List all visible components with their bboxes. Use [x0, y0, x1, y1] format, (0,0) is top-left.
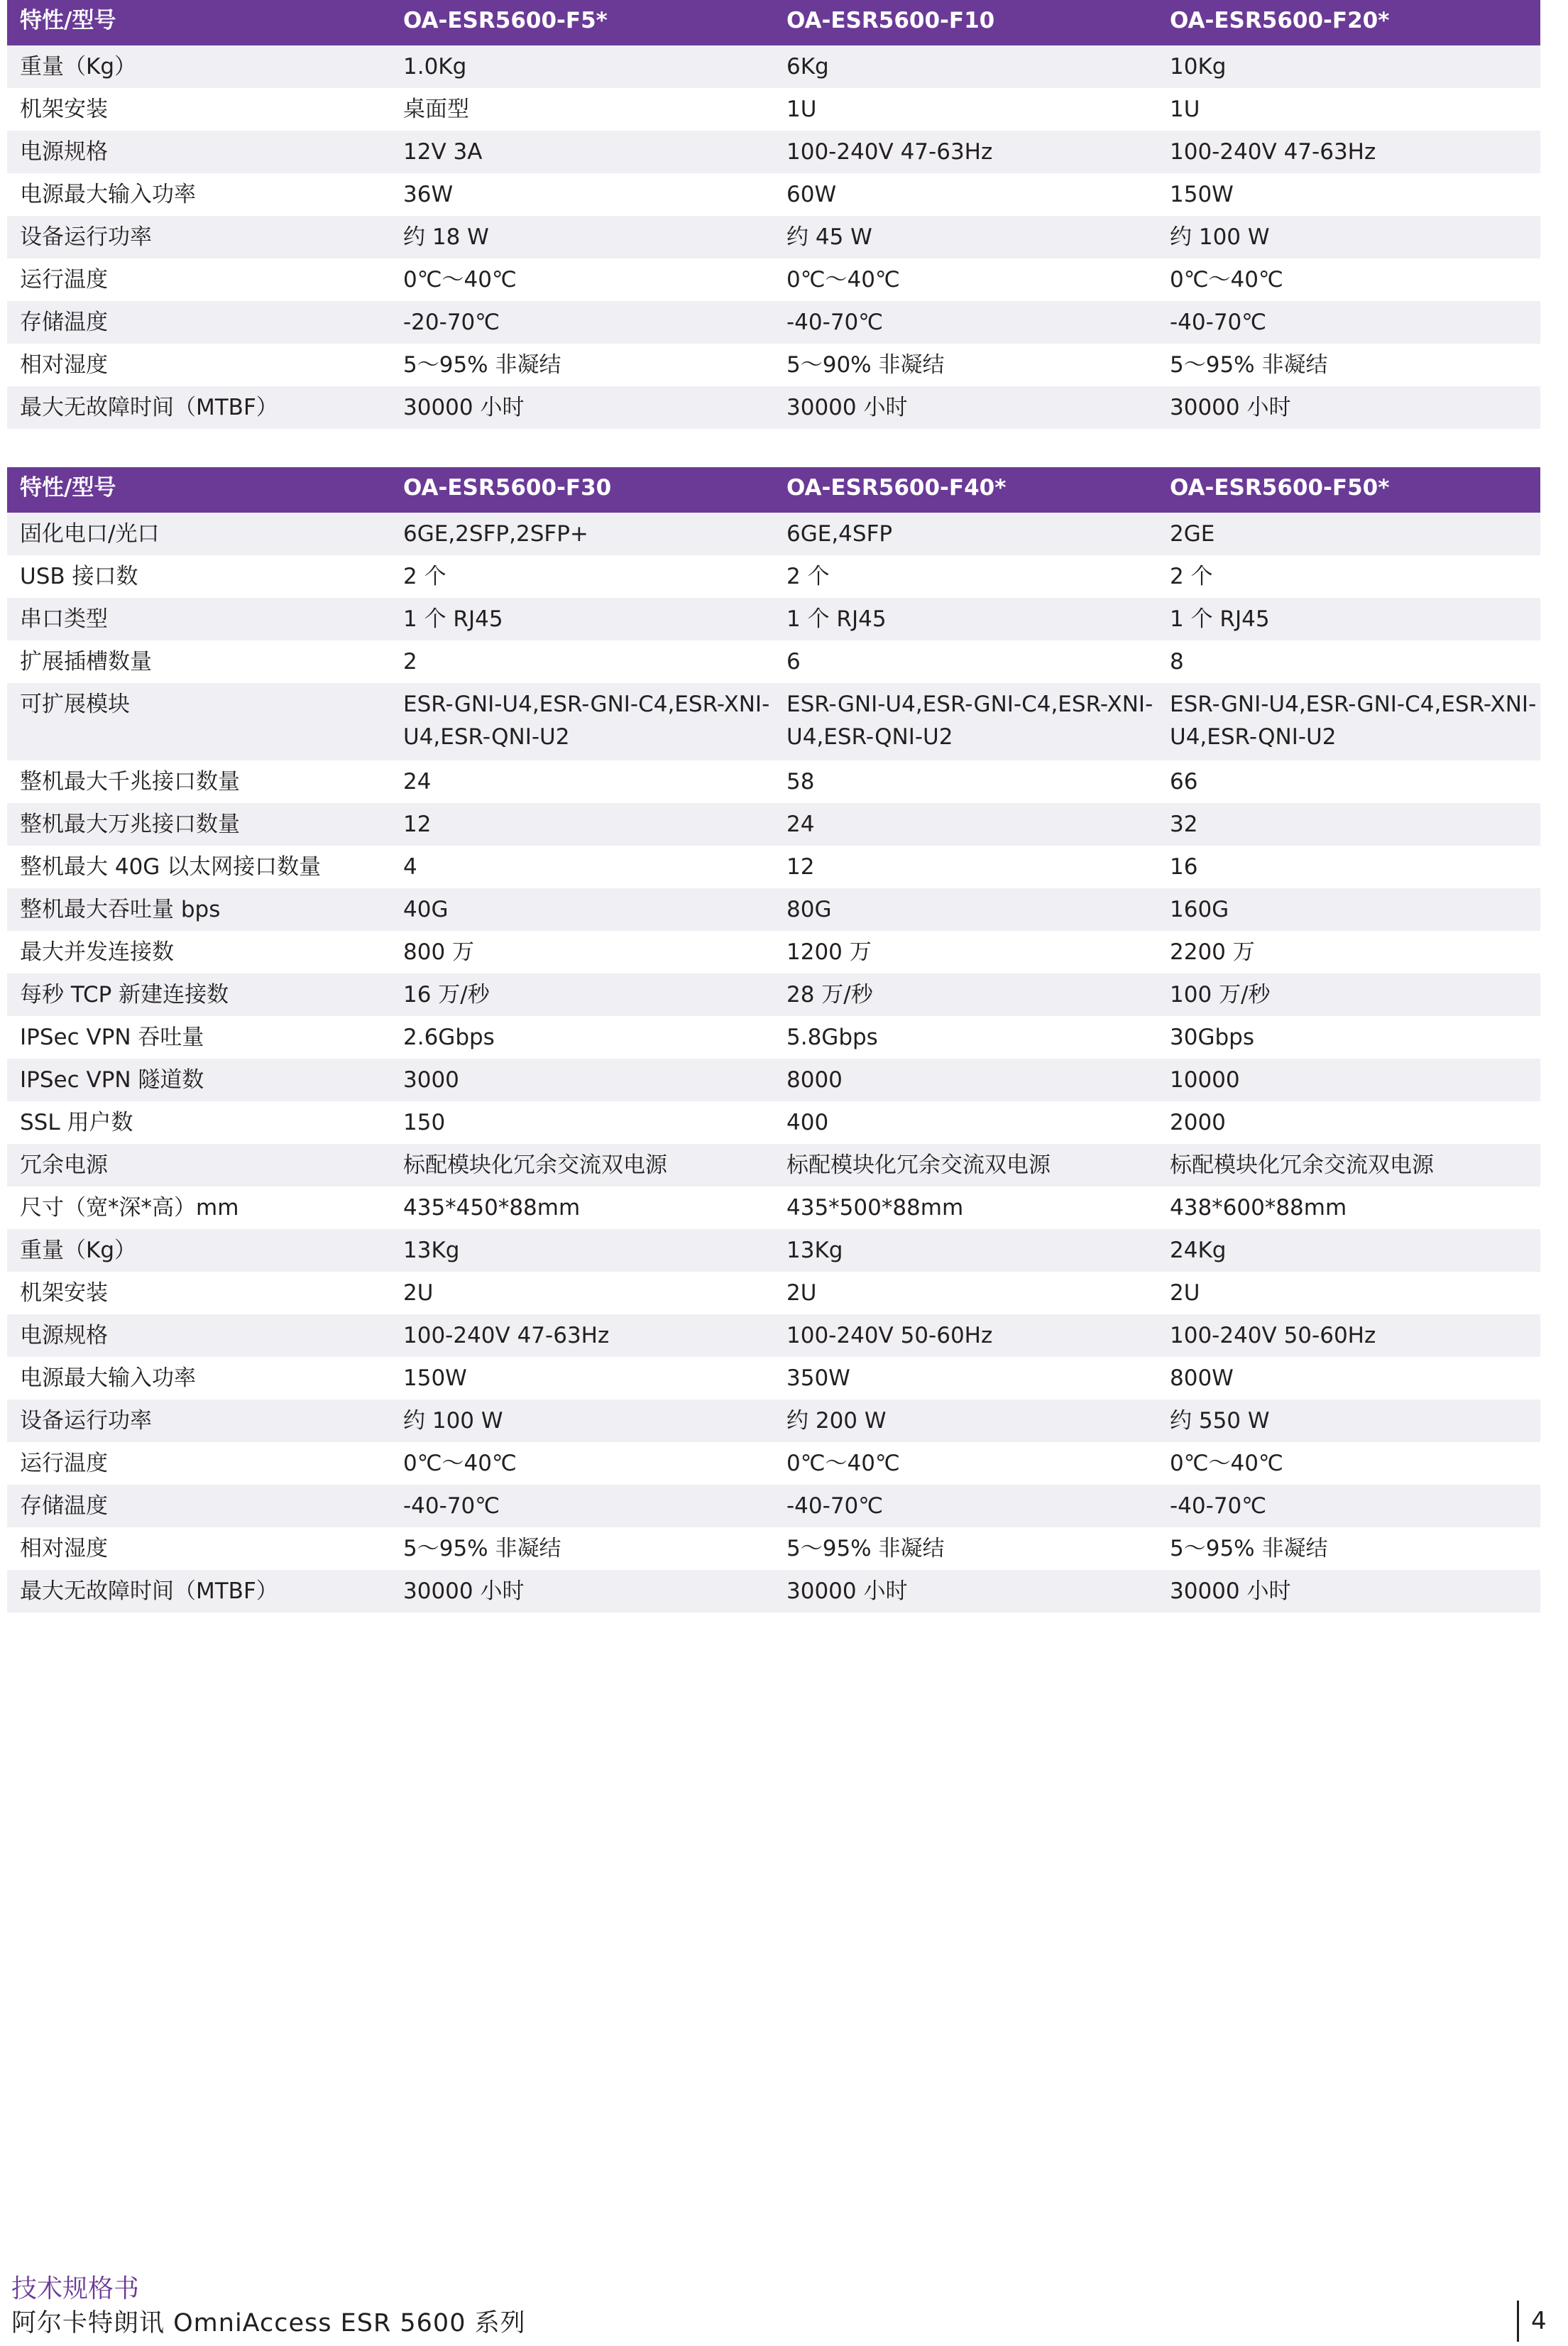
row-value-model-3: 30000 小时	[1157, 386, 1540, 429]
row-value-model-3: 约 100 W	[1157, 216, 1540, 258]
table-row	[7, 640, 1540, 683]
row-value-model-2: ESR-GNI-U4,ESR-GNI-C4,ESR-XNI-U4,ESR-QNI-U2	[774, 683, 1157, 760]
row-value-model-2: 100-240V 47-63Hz	[774, 131, 1157, 173]
row-value-model-1: 5～95% 非凝结	[390, 1527, 774, 1570]
row-value-model-3: 16	[1157, 846, 1540, 888]
row-value-model-3: 2 个	[1157, 555, 1540, 598]
table-row	[7, 1101, 1540, 1144]
table-row	[7, 1527, 1540, 1570]
row-value-model-3: 100-240V 50-60Hz	[1157, 1314, 1540, 1357]
row-value-model-2: 1U	[774, 88, 1157, 131]
row-value-model-1: 30000 小时	[390, 386, 774, 429]
row-feature-label: SSL 用户数	[7, 1101, 390, 1144]
table-row	[7, 45, 1540, 88]
row-value-model-1: ESR-GNI-U4,ESR-GNI-C4,ESR-XNI-U4,ESR-QNI-U2	[390, 683, 774, 760]
spec-table-1	[7, 0, 1540, 429]
table-row	[7, 1272, 1540, 1314]
row-feature-label: 最大并发连接数	[7, 931, 390, 973]
row-feature-label: 设备运行功率	[7, 216, 390, 258]
document-title: 技术规格书	[11, 2274, 140, 2303]
row-value-model-2: 435*500*88mm	[774, 1186, 1157, 1229]
row-feature-label: 最大无故障时间（MTBF）	[7, 386, 390, 429]
row-value-model-3: 30000 小时	[1157, 1570, 1540, 1613]
row-value-model-1: 0℃～40℃	[390, 258, 774, 301]
table-row	[7, 258, 1540, 301]
table-header	[7, 0, 1540, 45]
row-feature-label: 扩展插槽数量	[7, 640, 390, 683]
table-row	[7, 216, 1540, 258]
row-value-model-1: 435*450*88mm	[390, 1186, 774, 1229]
row-value-model-2: 12	[774, 846, 1157, 888]
row-value-model-3: 10000	[1157, 1059, 1540, 1101]
row-value-model-1: 24	[390, 760, 774, 803]
row-feature-label: IPSec VPN 隧道数	[7, 1059, 390, 1101]
table-row	[7, 1442, 1540, 1485]
header-model-1: OA-ESR5600-F5*	[390, 0, 774, 45]
row-value-model-3: 2U	[1157, 1272, 1540, 1314]
row-value-model-2: 58	[774, 760, 1157, 803]
row-value-model-2: 24	[774, 803, 1157, 846]
row-value-model-3: 0℃～40℃	[1157, 1442, 1540, 1485]
table-row	[7, 513, 1540, 555]
row-feature-label: 重量（Kg）	[7, 1229, 390, 1272]
row-value-model-2: 100-240V 50-60Hz	[774, 1314, 1157, 1357]
row-value-model-2: 0℃～40℃	[774, 258, 1157, 301]
row-feature-label: 每秒 TCP 新建连接数	[7, 973, 390, 1016]
table-row	[7, 1570, 1540, 1613]
row-value-model-1: 12V 3A	[390, 131, 774, 173]
row-feature-label: 相对湿度	[7, 344, 390, 386]
table-row	[7, 598, 1540, 640]
table-row	[7, 386, 1540, 429]
table-body	[7, 45, 1540, 429]
row-value-model-2: -40-70℃	[774, 301, 1157, 344]
row-value-model-3: 32	[1157, 803, 1540, 846]
row-value-model-1: 0℃～40℃	[390, 1442, 774, 1485]
row-value-model-1: -40-70℃	[390, 1485, 774, 1527]
page-number-divider	[1517, 2301, 1519, 2342]
header-model-1: OA-ESR5600-F30	[390, 467, 774, 513]
row-value-model-2: 400	[774, 1101, 1157, 1144]
row-value-model-3: 800W	[1157, 1357, 1540, 1400]
row-value-model-1: 2 个	[390, 555, 774, 598]
row-value-model-1: 100-240V 47-63Hz	[390, 1314, 774, 1357]
table-row	[7, 344, 1540, 386]
row-value-model-2: 标配模块化冗余交流双电源	[774, 1144, 1157, 1186]
row-value-model-2: 5.8Gbps	[774, 1016, 1157, 1059]
row-value-model-1: 桌面型	[390, 88, 774, 131]
table-row	[7, 1357, 1540, 1400]
row-feature-label: 运行温度	[7, 1442, 390, 1485]
row-value-model-2: 1 个 RJ45	[774, 598, 1157, 640]
row-value-model-1: 800 万	[390, 931, 774, 973]
row-value-model-3: 0℃～40℃	[1157, 258, 1540, 301]
row-value-model-3: ESR-GNI-U4,ESR-GNI-C4,ESR-XNI-U4,ESR-QNI-U2	[1157, 683, 1540, 760]
row-feature-label: 电源最大输入功率	[7, 173, 390, 216]
row-feature-label: 可扩展模块	[7, 683, 390, 760]
header-model-2: OA-ESR5600-F10	[774, 0, 1157, 45]
row-feature-label: 运行温度	[7, 258, 390, 301]
row-value-model-2: 0℃～40℃	[774, 1442, 1157, 1485]
row-value-model-1: 12	[390, 803, 774, 846]
row-value-model-1: -20-70℃	[390, 301, 774, 344]
table-row	[7, 1229, 1540, 1272]
header-row	[7, 467, 1540, 513]
row-value-model-3: 10Kg	[1157, 45, 1540, 88]
row-value-model-2: 5～90% 非凝结	[774, 344, 1157, 386]
row-feature-label: 机架安装	[7, 88, 390, 131]
row-value-model-3: 30Gbps	[1157, 1016, 1540, 1059]
row-value-model-1: 16 万/秒	[390, 973, 774, 1016]
row-feature-label: 电源规格	[7, 1314, 390, 1357]
header-feature-label: 特性/型号	[7, 467, 390, 513]
row-value-model-1: 约 100 W	[390, 1400, 774, 1442]
row-feature-label: 存储温度	[7, 301, 390, 344]
row-value-model-1: 1 个 RJ45	[390, 598, 774, 640]
row-value-model-2: 8000	[774, 1059, 1157, 1101]
row-feature-label: 相对湿度	[7, 1527, 390, 1570]
row-value-model-3: 2000	[1157, 1101, 1540, 1144]
row-value-model-2: 30000 小时	[774, 1570, 1157, 1613]
table-header	[7, 467, 1540, 513]
table-row	[7, 973, 1540, 1016]
row-value-model-3: 66	[1157, 760, 1540, 803]
row-feature-label: 整机最大 40G 以太网接口数量	[7, 846, 390, 888]
row-feature-label: 电源规格	[7, 131, 390, 173]
row-feature-label: 固化电口/光口	[7, 513, 390, 555]
row-value-model-2: 6	[774, 640, 1157, 683]
row-value-model-2: 5～95% 非凝结	[774, 1527, 1157, 1570]
row-value-model-3: -40-70℃	[1157, 1485, 1540, 1527]
row-value-model-3: 标配模块化冗余交流双电源	[1157, 1144, 1540, 1186]
row-value-model-3: 2GE	[1157, 513, 1540, 555]
row-feature-label: 整机最大千兆接口数量	[7, 760, 390, 803]
table-row	[7, 1186, 1540, 1229]
table-row	[7, 1016, 1540, 1059]
product-series-title: 阿尔卡特朗讯 OmniAccess ESR 5600 系列	[11, 2309, 526, 2337]
table-row	[7, 173, 1540, 216]
row-feature-label: 机架安装	[7, 1272, 390, 1314]
row-value-model-3: 438*600*88mm	[1157, 1186, 1540, 1229]
table-row	[7, 1400, 1540, 1442]
row-value-model-2: 2U	[774, 1272, 1157, 1314]
row-feature-label: IPSec VPN 吞吐量	[7, 1016, 390, 1059]
row-value-model-3: 24Kg	[1157, 1229, 1540, 1272]
row-feature-label: 整机最大吞吐量 bps	[7, 888, 390, 931]
row-value-model-2: 28 万/秒	[774, 973, 1157, 1016]
page-number: 4	[1531, 2307, 1547, 2335]
page-footer	[11, 2272, 526, 2340]
row-value-model-2: -40-70℃	[774, 1485, 1157, 1527]
header-model-3: OA-ESR5600-F20*	[1157, 0, 1540, 45]
row-value-model-3: 100 万/秒	[1157, 973, 1540, 1016]
table-row	[7, 888, 1540, 931]
row-feature-label: 串口类型	[7, 598, 390, 640]
row-value-model-1: 36W	[390, 173, 774, 216]
row-value-model-1: 13Kg	[390, 1229, 774, 1272]
row-value-model-1: 2	[390, 640, 774, 683]
row-feature-label: 重量（Kg）	[7, 45, 390, 88]
table-row	[7, 683, 1540, 760]
row-value-model-2: 1200 万	[774, 931, 1157, 973]
table-row	[7, 131, 1540, 173]
row-feature-label: 尺寸（宽*深*高）mm	[7, 1186, 390, 1229]
row-feature-label: USB 接口数	[7, 555, 390, 598]
row-value-model-2: 350W	[774, 1357, 1157, 1400]
row-value-model-2: 2 个	[774, 555, 1157, 598]
row-value-model-1: 150W	[390, 1357, 774, 1400]
row-value-model-3: 5～95% 非凝结	[1157, 344, 1540, 386]
table-row	[7, 803, 1540, 846]
row-value-model-2: 13Kg	[774, 1229, 1157, 1272]
row-value-model-1: 1.0Kg	[390, 45, 774, 88]
row-value-model-1: 约 18 W	[390, 216, 774, 258]
table-row	[7, 1314, 1540, 1357]
row-value-model-2: 约 45 W	[774, 216, 1157, 258]
row-value-model-1: 标配模块化冗余交流双电源	[390, 1144, 774, 1186]
row-value-model-1: 40G	[390, 888, 774, 931]
row-value-model-1: 3000	[390, 1059, 774, 1101]
row-feature-label: 设备运行功率	[7, 1400, 390, 1442]
header-model-3: OA-ESR5600-F50*	[1157, 467, 1540, 513]
header-feature-label: 特性/型号	[7, 0, 390, 45]
row-feature-label: 存储温度	[7, 1485, 390, 1527]
row-value-model-2: 约 200 W	[774, 1400, 1157, 1442]
row-feature-label: 电源最大输入功率	[7, 1357, 390, 1400]
row-value-model-3: 1 个 RJ45	[1157, 598, 1540, 640]
header-model-2: OA-ESR5600-F40*	[774, 467, 1157, 513]
row-value-model-1: 4	[390, 846, 774, 888]
table-row	[7, 1059, 1540, 1101]
row-value-model-3: 1U	[1157, 88, 1540, 131]
table-row	[7, 931, 1540, 973]
row-value-model-1: 2U	[390, 1272, 774, 1314]
row-value-model-1: 6GE,2SFP,2SFP+	[390, 513, 774, 555]
row-value-model-1: 5～95% 非凝结	[390, 344, 774, 386]
table-row	[7, 555, 1540, 598]
row-value-model-1: 2.6Gbps	[390, 1016, 774, 1059]
row-value-model-3: 160G	[1157, 888, 1540, 931]
table-row	[7, 88, 1540, 131]
table-body	[7, 513, 1540, 1613]
row-value-model-3: -40-70℃	[1157, 301, 1540, 344]
row-value-model-2: 30000 小时	[774, 386, 1157, 429]
table-row	[7, 301, 1540, 344]
table-row	[7, 1144, 1540, 1186]
row-value-model-3: 2200 万	[1157, 931, 1540, 973]
row-value-model-3: 100-240V 47-63Hz	[1157, 131, 1540, 173]
row-value-model-2: 6Kg	[774, 45, 1157, 88]
table-row	[7, 846, 1540, 888]
row-feature-label: 冗余电源	[7, 1144, 390, 1186]
row-value-model-2: 80G	[774, 888, 1157, 931]
row-value-model-1: 150	[390, 1101, 774, 1144]
spec-table-2	[7, 467, 1540, 1613]
row-value-model-2: 6GE,4SFP	[774, 513, 1157, 555]
row-value-model-2: 60W	[774, 173, 1157, 216]
row-value-model-3: 8	[1157, 640, 1540, 683]
row-feature-label: 最大无故障时间（MTBF）	[7, 1570, 390, 1613]
row-feature-label: 整机最大万兆接口数量	[7, 803, 390, 846]
table-row	[7, 760, 1540, 803]
header-row	[7, 0, 1540, 45]
row-value-model-3: 约 550 W	[1157, 1400, 1540, 1442]
row-value-model-3: 5～95% 非凝结	[1157, 1527, 1540, 1570]
row-value-model-3: 150W	[1157, 173, 1540, 216]
table-row	[7, 1485, 1540, 1527]
row-value-model-1: 30000 小时	[390, 1570, 774, 1613]
